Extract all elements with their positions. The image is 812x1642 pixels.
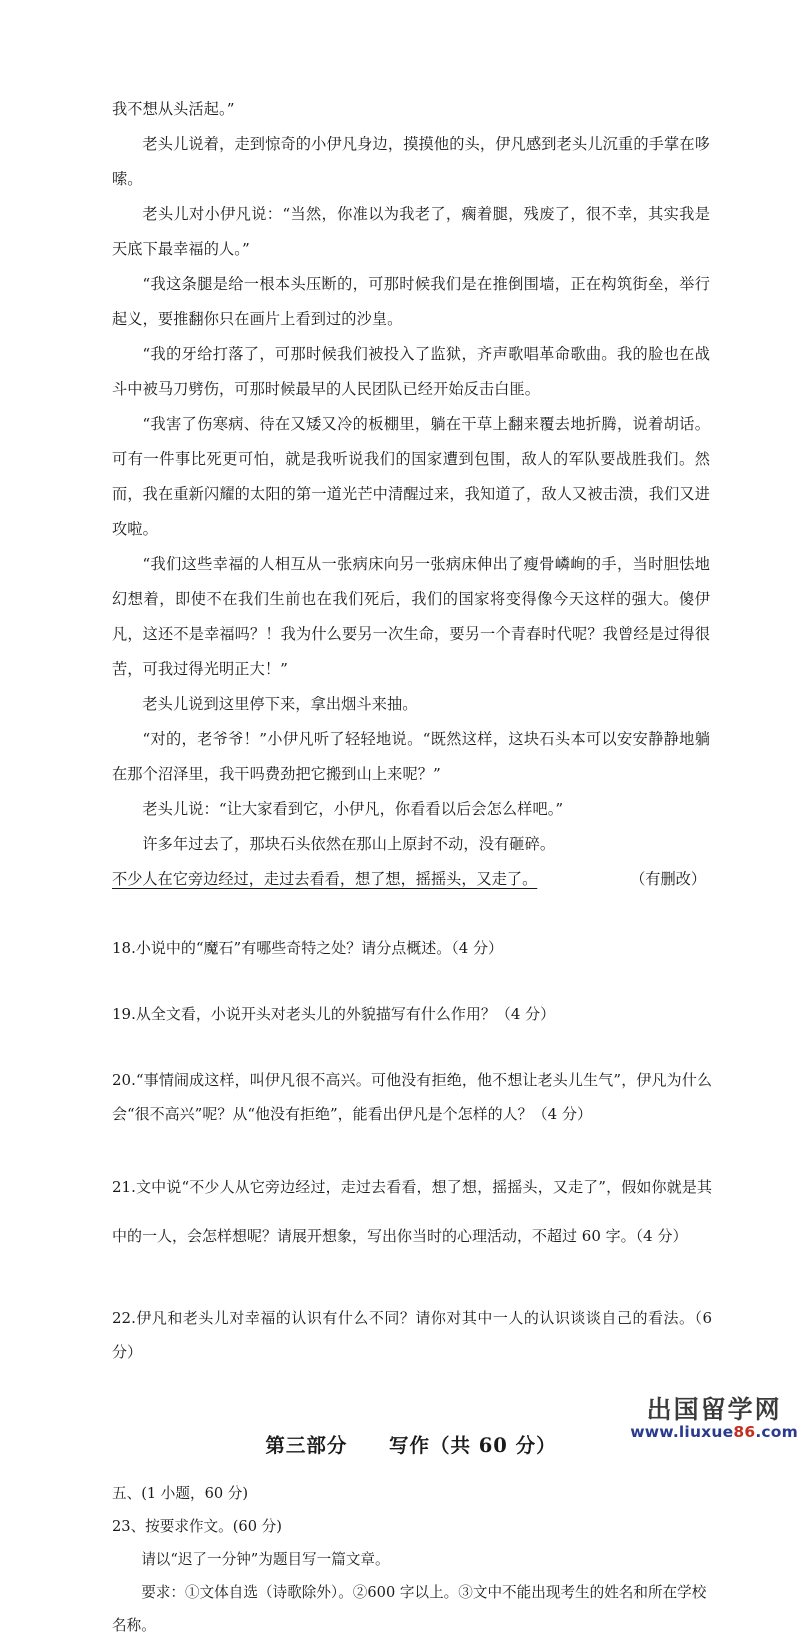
- passage-final-line-row: [112, 862, 710, 897]
- passage-paragraph: “我们这些幸福的人相互从一张病床向另一张病床伸出了瘦骨嶙峋的手，当时胆怯地幻想着，即使不在我们生前也在我们死后，我们的国家将变得像今天这样的强大。傻伊凡，这还不是幸福吗？！我为什么要另一次生命，要另一个青春时代呢？我曾经是过得很苦，可我过得光明正大！”: [112, 555, 710, 678]
- passage-paragraph: 许多年过去了，那块石头依然在那山上原封不动，没有砸碎。: [142, 835, 556, 853]
- section-heading: [112, 1431, 710, 1461]
- question-21: 21.文中说“不少人从它旁边经过，走过去看看，想了想，摇摇头，又走了”，假如你就是其中的一人，会怎样想呢？请展开想象，写出你当时的心理活动，不超过 60 字。（4 分）: [112, 1178, 712, 1245]
- writing-group-line: 五、(1 小题，60 分): [112, 1485, 249, 1502]
- watermark-url-highlight: 86: [733, 1422, 756, 1441]
- passage-paragraph: 老头儿说到这里停下来，拿出烟斗来抽。: [142, 695, 418, 713]
- source-note: （有删改）: [630, 870, 706, 888]
- writing-section: [112, 1431, 710, 1642]
- writing-task-number: 23、按要求作文。(60 分): [112, 1518, 282, 1535]
- passage-paragraph: “我害了伤寒病、待在又矮又冷的板棚里，躺在干草上翻来覆去地折腾，说着胡话。可有一件事比死更可怕，就是我听说我们的国家遭到包围，敌人的军队要战胜我们。然而，我在重新闪耀的太阳的第一道光芒中清醒过来，我知道了，敌人又被击溃，我们又进攻啦。: [112, 415, 710, 538]
- watermark-site-name: 出国留学网: [646, 1394, 782, 1424]
- passage-paragraph: 老头儿说着，走到惊奇的小伊凡身边，摸摸他的头，伊凡感到老头儿沉重的手掌在哆嗦。: [112, 135, 710, 188]
- section-heading-right: 写作（共 60 分）: [388, 1434, 557, 1457]
- passage-paragraph: 老头儿对小伊凡说：“当然，你准以为我老了，瘸着腿，残废了，很不幸，其实我是天底下最幸福的人。”: [112, 205, 710, 258]
- passage-paragraph: 老头儿说：“让大家看到它，小伊凡，你看看以后会怎么样吧。”: [142, 800, 564, 818]
- section-heading-left: 第三部分: [265, 1434, 348, 1457]
- reading-passage: [112, 92, 710, 897]
- site-watermark: [630, 1394, 798, 1441]
- question-20: 20.“事情闹成这样，叫伊凡很不高兴。可他没有拒绝，他不想让老头儿生气”，伊凡为什么会“很不高兴”呢？从“他没有拒绝”，能看出伊凡是个怎样的人？（4 分）: [112, 1071, 712, 1123]
- passage-paragraph: “对的，老爷爷！”小伊凡听了轻轻地说。“既然这样，这块石头本可以安安静静地躺在那个沼泽里，我干吗费劲把它搬到山上来呢？”: [112, 730, 710, 783]
- question-19: 19.从全文看，小说开头对老头儿的外貌描写有什么作用？（4 分）: [112, 1005, 556, 1023]
- watermark-url: [630, 1422, 798, 1441]
- watermark-url-suffix: .com: [755, 1422, 798, 1441]
- question-list: [112, 931, 710, 1369]
- watermark-url-prefix: www.liuxue: [630, 1422, 734, 1441]
- question-18: 18.小说中的“魔石”有哪些奇特之处？请分点概述。（4 分）: [112, 939, 504, 957]
- passage-paragraph: “我这条腿是给一根本头压断的，可那时候我们是在推倒围墙，正在构筑街垒，举行起义，要推翻你只在画片上看到过的沙皇。: [112, 275, 710, 328]
- writing-requirements: 要求：①文体自选（诗歌除外）。②600 字以上。③文中不能出现考生的姓名和所在学校名称。: [112, 1584, 707, 1634]
- underlined-sentence: 不少人在它旁边经过，走过去看看，想了想，摇摇头，又走了。: [112, 870, 538, 888]
- passage-paragraph: 我不想从头活起。”: [112, 100, 235, 118]
- page-content: [112, 92, 710, 1642]
- writing-prompt: 请以“迟了一分钟”为题目写一篇文章。: [141, 1551, 390, 1568]
- passage-paragraph: “我的牙给打落了，可那时候我们被投入了监狱，齐声歌唱革命歌曲。我的脸也在战斗中被马刀劈伤，可那时候最早的人民团队已经开始反击白匪。: [112, 345, 710, 398]
- question-22: 22.伊凡和老头儿对幸福的认识有什么不同？请你对其中一人的认识谈谈自己的看法。（6 分）: [112, 1309, 712, 1361]
